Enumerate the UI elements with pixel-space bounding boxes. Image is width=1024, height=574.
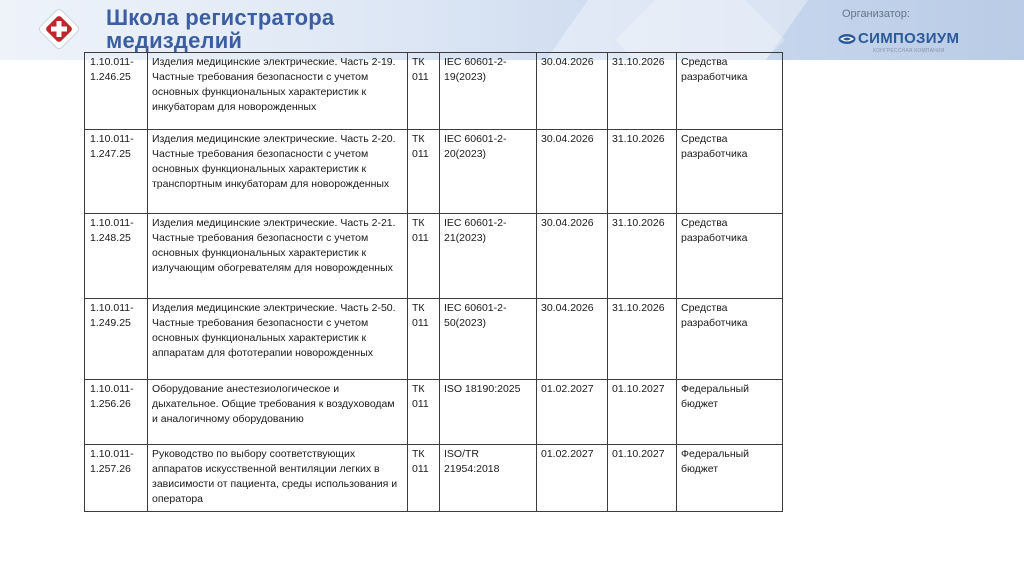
- cell-date-start: 30.04.2026: [537, 53, 608, 130]
- cell-code: 1.10.011-1.246.25: [85, 53, 148, 130]
- brand-name: СИМПОЗИУМ: [858, 30, 960, 47]
- brand-subtitle: КОНГРЕССНАЯ КОМПАНИЯ: [873, 48, 945, 54]
- table-row: [85, 214, 783, 299]
- cell-tk: ТК 011: [408, 130, 440, 214]
- cell-tk: ТК 011: [408, 299, 440, 380]
- cell-date-end: 31.10.2026: [608, 130, 677, 214]
- page-title: [106, 6, 334, 52]
- cell-standard: IEC 60601-2-21(2023): [440, 214, 537, 299]
- cell-standard: ISO 18190:2025: [440, 380, 537, 445]
- cell-tk: ТК 011: [408, 445, 440, 512]
- symposium-logo-icon: [838, 33, 856, 45]
- standards-table: [84, 52, 783, 512]
- cell-date-end: 01.10.2027: [608, 380, 677, 445]
- cell-code: 1.10.011-1.256.26: [85, 380, 148, 445]
- cell-name: Изделия медицинские электрические. Часть 2-19. Частные требования безопасности с учетом основных функциональных характеристик к инкубаторам для новорожденных: [148, 53, 408, 130]
- cell-standard: IEC 60601-2-19(2023): [440, 53, 537, 130]
- cell-code: 1.10.011-1.247.25: [85, 130, 148, 214]
- cell-date-end: 31.10.2026: [608, 299, 677, 380]
- cell-funding: Средства разработчика: [677, 299, 783, 380]
- cell-code: 1.10.011-1.257.26: [85, 445, 148, 512]
- cell-funding: Федеральный бюджет: [677, 380, 783, 445]
- cell-name: Изделия медицинские электрические. Часть 2-20. Частные требования безопасности с учетом основных функциональных характеристик к транспортным инкубаторам для новорожденных: [148, 130, 408, 214]
- cell-date-end: 01.10.2027: [608, 445, 677, 512]
- cell-name: Изделия медицинские электрические. Часть 2-50. Частные требования безопасности с учетом основных функциональных характеристик к аппаратам для фототерапии новорожденных: [148, 299, 408, 380]
- cell-funding: Средства разработчика: [677, 130, 783, 214]
- cell-name: Оборудование анестезиологическое и дыхательное. Общие требования к воздуховодам и аналогичному оборудованию: [148, 380, 408, 445]
- cell-name: Руководство по выбору соответствующих аппаратов искусственной вентиляции легких в зависимости от пациента, среды использования и оператора: [148, 445, 408, 512]
- cell-name: Изделия медицинские электрические. Часть 2-21. Частные требования безопасности с учетом основных функциональных характеристик к излучающим обогревателям для новорожденных: [148, 214, 408, 299]
- cell-date-end: 31.10.2026: [608, 53, 677, 130]
- cell-code: 1.10.011-1.248.25: [85, 214, 148, 299]
- organizer-label: Организатор:: [842, 8, 910, 20]
- cell-funding: Средства разработчика: [677, 53, 783, 130]
- cell-tk: ТК 011: [408, 380, 440, 445]
- table-row: [85, 380, 783, 445]
- table-row: [85, 53, 783, 130]
- cell-code: 1.10.011-1.249.25: [85, 299, 148, 380]
- school-logo-icon: [36, 6, 82, 52]
- cell-date-start: 01.02.2027: [537, 445, 608, 512]
- cell-funding: Средства разработчика: [677, 214, 783, 299]
- cell-standard: IEC 60601-2-50(2023): [440, 299, 537, 380]
- cell-date-start: 30.04.2026: [537, 130, 608, 214]
- cell-tk: ТК 011: [408, 53, 440, 130]
- table-row: [85, 130, 783, 214]
- cell-tk: ТК 011: [408, 214, 440, 299]
- table-row: [85, 445, 783, 512]
- cell-date-start: 30.04.2026: [537, 299, 608, 380]
- slide-header: [0, 0, 1024, 60]
- cell-date-start: 30.04.2026: [537, 214, 608, 299]
- cell-date-start: 01.02.2027: [537, 380, 608, 445]
- table-row: [85, 299, 783, 380]
- cell-standard: ISO/TR 21954:2018: [440, 445, 537, 512]
- cell-funding: Федеральный бюджет: [677, 445, 783, 512]
- title-line-2: медизделий: [106, 28, 243, 53]
- cell-date-end: 31.10.2026: [608, 214, 677, 299]
- title-line-1: Школа регистратора: [106, 5, 335, 30]
- cell-standard: IEC 60601-2-20(2023): [440, 130, 537, 214]
